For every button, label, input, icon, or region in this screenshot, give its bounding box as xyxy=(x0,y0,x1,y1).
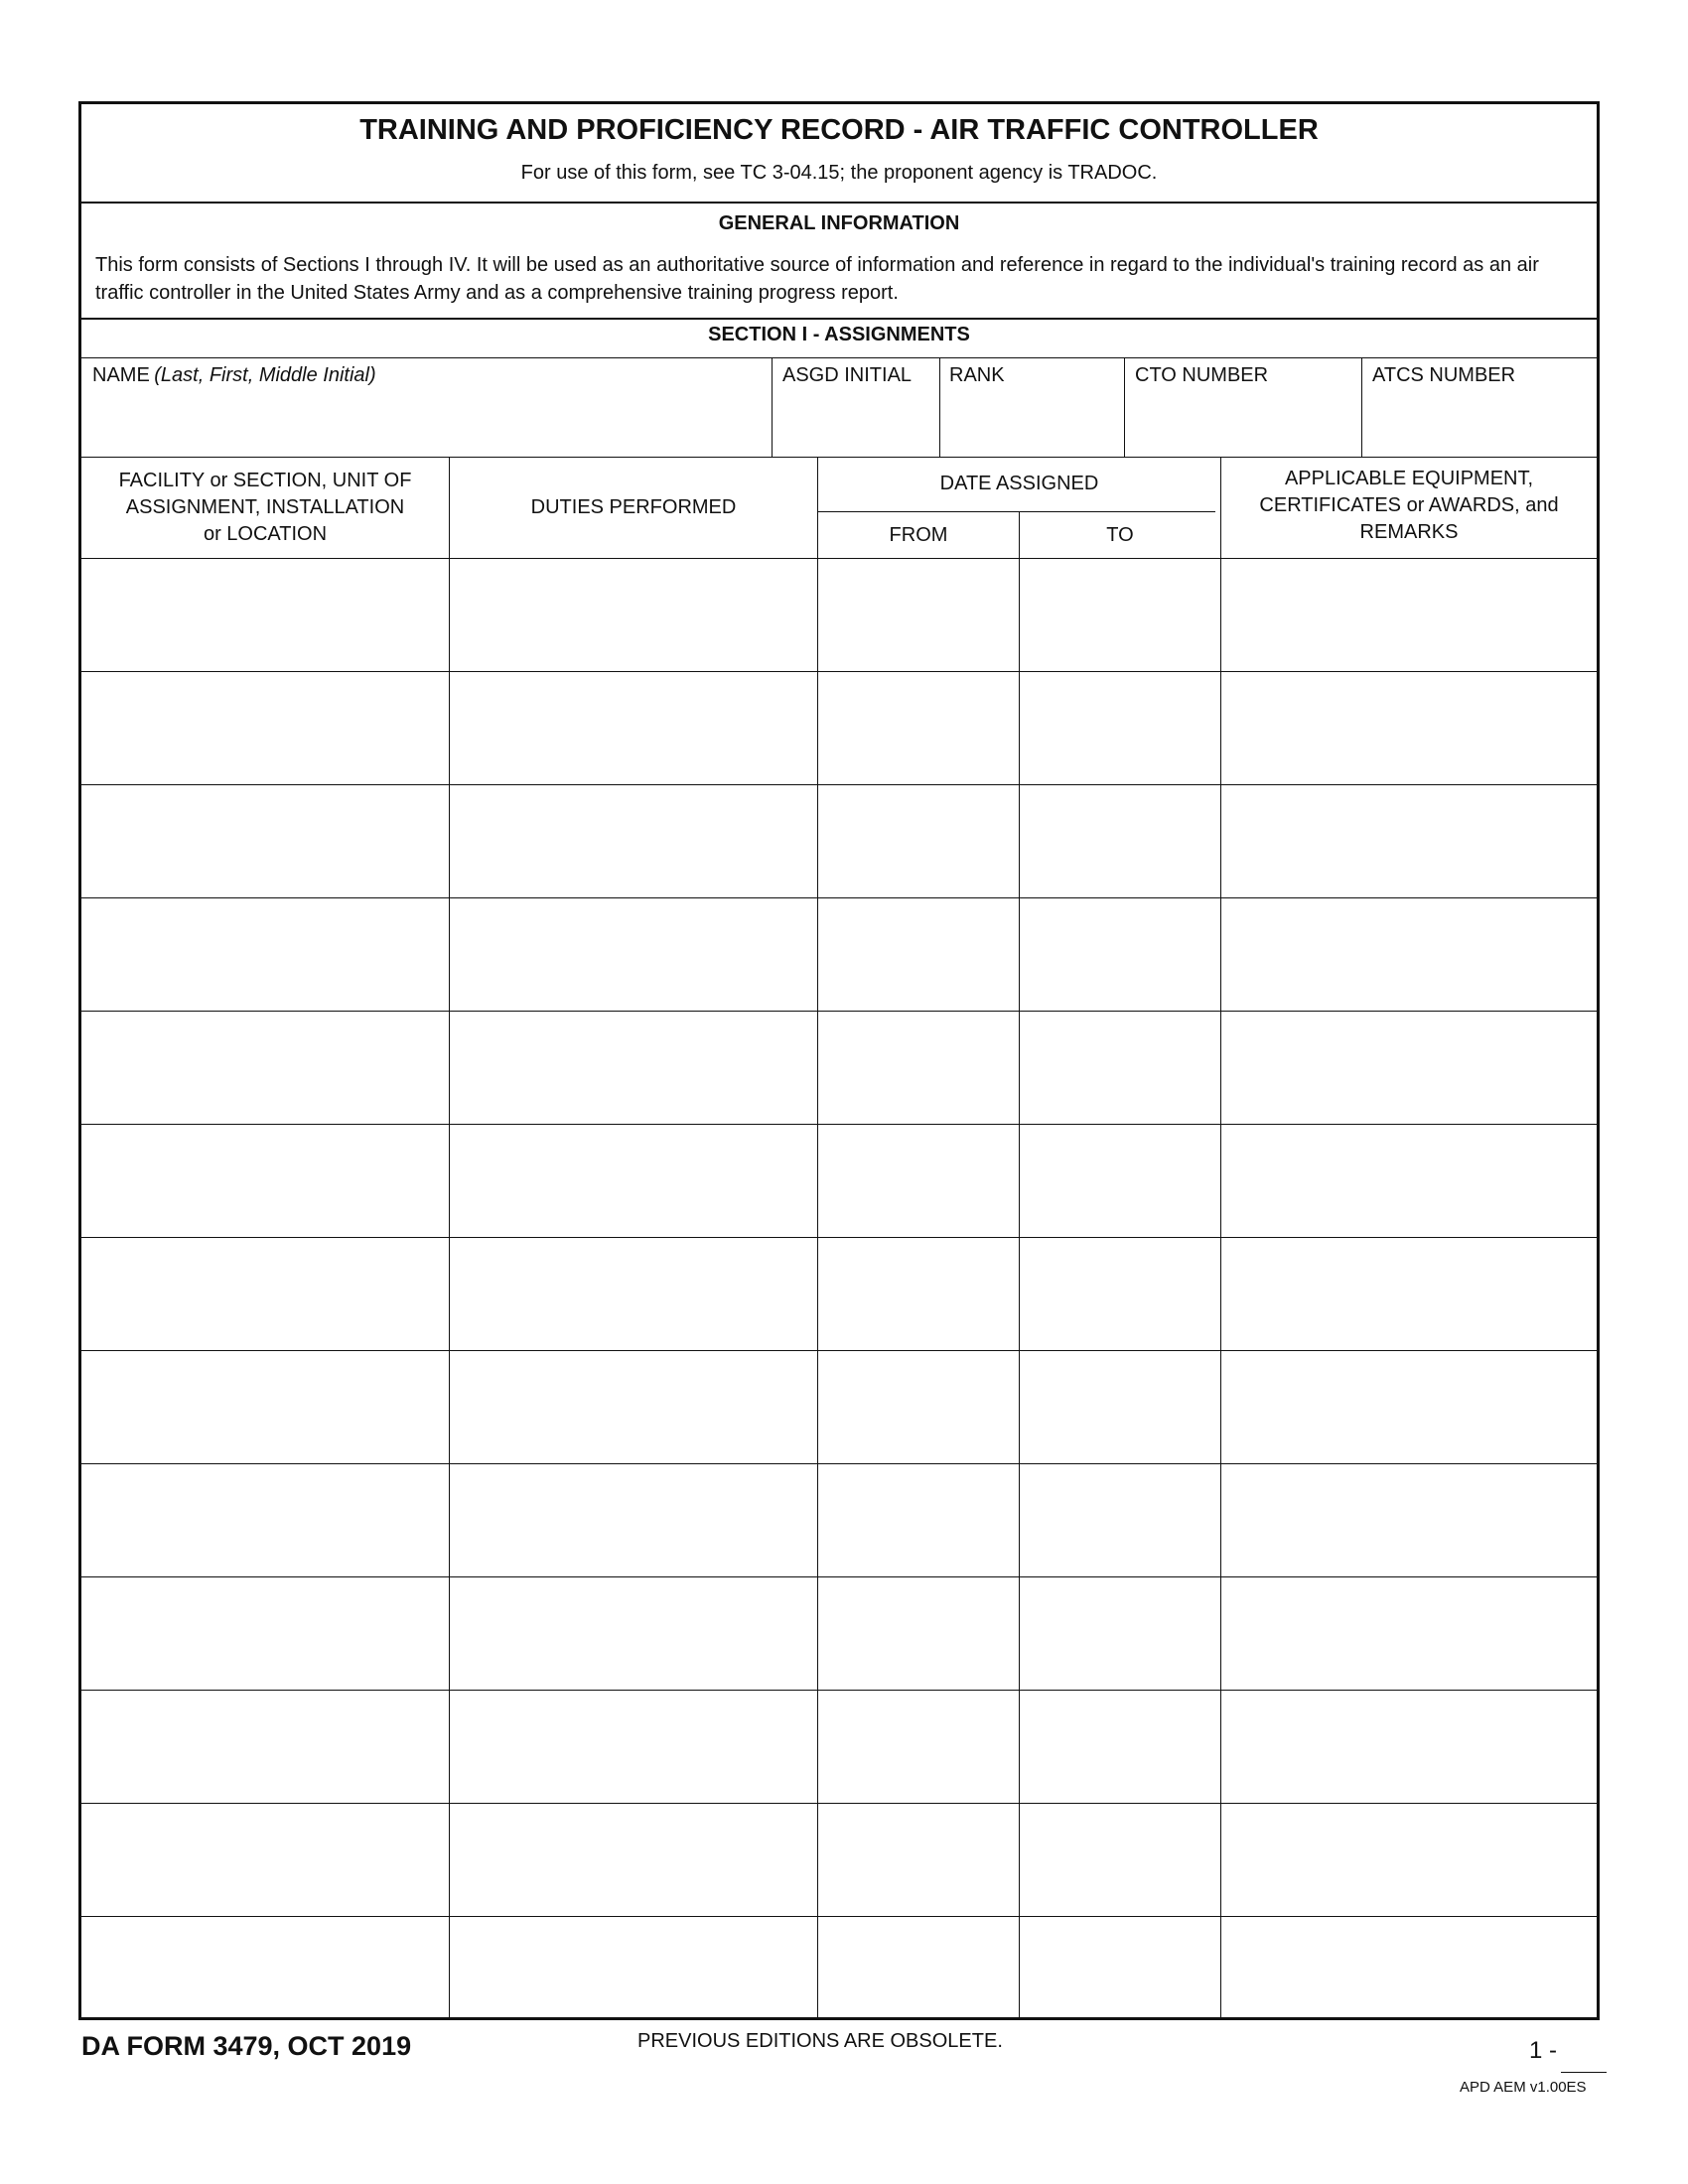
facility-cell[interactable] xyxy=(81,1917,449,2018)
page-number: 1 - xyxy=(1529,2037,1558,2064)
equipment-cell[interactable] xyxy=(1221,898,1597,1011)
from-date-cell[interactable] xyxy=(818,1351,1019,1463)
to-date-cell[interactable] xyxy=(1020,1012,1220,1124)
atcs-number-label: ATCS NUMBER xyxy=(1372,364,1516,386)
equipment-cell[interactable] xyxy=(1221,1691,1597,1803)
equipment-cell[interactable] xyxy=(1221,1125,1597,1237)
version-label: APD AEM v1.00ES xyxy=(1460,2079,1587,2096)
from-date-cell[interactable] xyxy=(818,1238,1019,1350)
facility-cell[interactable] xyxy=(81,1577,449,1690)
from-date-cell[interactable] xyxy=(818,559,1019,671)
facility-cell[interactable] xyxy=(81,898,449,1011)
rank-field[interactable] xyxy=(940,358,1124,457)
from-date-cell[interactable] xyxy=(818,1691,1019,1803)
equipment-cell[interactable] xyxy=(1221,1464,1597,1576)
duties-cell[interactable] xyxy=(450,672,817,784)
from-date-cell[interactable] xyxy=(818,785,1019,897)
facility-cell[interactable] xyxy=(81,1464,449,1576)
cto-number-label: CTO NUMBER xyxy=(1135,364,1269,386)
from-date-cell[interactable] xyxy=(818,672,1019,784)
form-title: TRAINING AND PROFICIENCY RECORD - AIR TRAFFIC CONTROLLER xyxy=(359,114,1319,146)
facility-cell[interactable] xyxy=(81,1691,449,1803)
duties-cell[interactable] xyxy=(450,1464,817,1576)
duties-cell[interactable] xyxy=(450,898,817,1011)
to-date-cell[interactable] xyxy=(1020,1804,1220,1916)
equipment-cell[interactable] xyxy=(1221,785,1597,897)
equipment-cell[interactable] xyxy=(1221,1351,1597,1463)
duties-cell[interactable] xyxy=(450,1238,817,1350)
form-page xyxy=(78,101,1600,2020)
to-date-cell[interactable] xyxy=(1020,1917,1220,2018)
asgd-initial-label: ASGD INITIAL xyxy=(782,364,913,386)
from-date-cell[interactable] xyxy=(818,1917,1019,2018)
from-date-cell[interactable] xyxy=(818,1804,1019,1916)
duties-cell[interactable] xyxy=(450,1804,817,1916)
facility-cell[interactable] xyxy=(81,1238,449,1350)
to-date-cell[interactable] xyxy=(1020,559,1220,671)
name-field[interactable] xyxy=(81,358,772,457)
to-date-cell[interactable] xyxy=(1020,1464,1220,1576)
duties-cell[interactable] xyxy=(450,559,817,671)
from-date-cell[interactable] xyxy=(818,1125,1019,1237)
facility-cell[interactable] xyxy=(81,672,449,784)
duties-cell[interactable] xyxy=(450,785,817,897)
to-date-cell[interactable] xyxy=(1020,1351,1220,1463)
to-date-cell[interactable] xyxy=(1020,1125,1220,1237)
duties-cell[interactable] xyxy=(450,1691,817,1803)
divider xyxy=(81,202,1597,204)
from-date-cell[interactable] xyxy=(818,898,1019,1011)
equipment-cell[interactable] xyxy=(1221,1577,1597,1690)
to-date-cell[interactable] xyxy=(1020,1691,1220,1803)
facility-cell[interactable] xyxy=(81,1351,449,1463)
divider xyxy=(81,318,1597,320)
facility-cell[interactable] xyxy=(81,1125,449,1237)
column-header-facility: FACILITY or SECTION, UNIT OF ASSIGNMENT, INSTALLATION or LOCATION xyxy=(118,470,412,545)
duties-cell[interactable] xyxy=(450,1577,817,1690)
form-subtitle: For use of this form, see TC 3-04.15; the proponent agency is TRADOC. xyxy=(520,162,1158,184)
to-date-cell[interactable] xyxy=(1020,898,1220,1011)
to-date-cell[interactable] xyxy=(1020,1577,1220,1690)
duties-cell[interactable] xyxy=(450,1351,817,1463)
atcs-number-field[interactable] xyxy=(1362,358,1597,457)
page-number-underline xyxy=(1561,2072,1607,2073)
to-date-cell[interactable] xyxy=(1020,1238,1220,1350)
duties-cell[interactable] xyxy=(450,1125,817,1237)
from-date-cell[interactable] xyxy=(818,1464,1019,1576)
equipment-cell[interactable] xyxy=(1221,1012,1597,1124)
equipment-cell[interactable] xyxy=(1221,559,1597,671)
facility-cell[interactable] xyxy=(81,1804,449,1916)
duties-cell[interactable] xyxy=(450,1917,817,2018)
cto-number-field[interactable] xyxy=(1125,358,1361,457)
equipment-cell[interactable] xyxy=(1221,672,1597,784)
equipment-cell[interactable] xyxy=(1221,1238,1597,1350)
from-date-cell[interactable] xyxy=(818,1577,1019,1690)
facility-cell[interactable] xyxy=(81,559,449,671)
rank-label: RANK xyxy=(949,364,1005,386)
asgd-initial-field[interactable] xyxy=(773,358,939,457)
from-date-cell[interactable] xyxy=(818,1012,1019,1124)
column-header-date-assigned: DATE ASSIGNED xyxy=(939,473,1099,494)
duties-cell[interactable] xyxy=(450,1012,817,1124)
equipment-cell[interactable] xyxy=(1221,1917,1597,2018)
form-id: DA FORM 3479, OCT 2019 xyxy=(81,2031,412,2061)
to-date-cell[interactable] xyxy=(1020,785,1220,897)
facility-cell[interactable] xyxy=(81,1012,449,1124)
to-date-cell[interactable] xyxy=(1020,672,1220,784)
column-header-equipment: APPLICABLE EQUIPMENT, CERTIFICATES or AWARDS, and REMARKS xyxy=(1259,468,1559,543)
column-header-from: FROM xyxy=(889,523,948,546)
obsolete-notice: PREVIOUS EDITIONS ARE OBSOLETE. xyxy=(637,2030,1003,2052)
equipment-cell[interactable] xyxy=(1221,1804,1597,1916)
section-1-heading: SECTION I - ASSIGNMENTS xyxy=(708,324,970,345)
column-header-duties: DUTIES PERFORMED xyxy=(530,496,737,518)
name-hint: (Last, First, Middle Initial) xyxy=(154,364,376,386)
column-header-to: TO xyxy=(1106,523,1134,546)
facility-cell[interactable] xyxy=(81,785,449,897)
name-label: NAME xyxy=(92,364,150,386)
general-information-heading: GENERAL INFORMATION xyxy=(718,212,960,234)
general-information-text: This form consists of Sections I through IV. It will be used as an authoritative source of information and reference in regard to the individual's training record as an air traffic controller in the United States Army and as a comprehensive training progress report. xyxy=(95,254,1539,304)
